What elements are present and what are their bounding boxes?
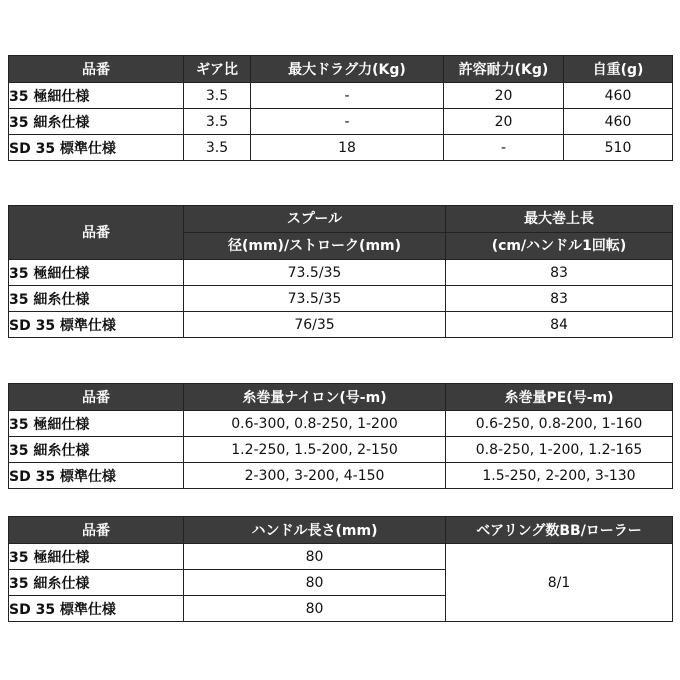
model-name: 35 極細仕様 — [9, 83, 184, 109]
nylon-capacity: 0.6-300, 0.8-250, 1-200 — [184, 411, 446, 437]
weight: 460 — [564, 83, 673, 109]
max-drag: - — [251, 109, 444, 135]
model-name: 35 極細仕様 — [9, 544, 184, 570]
load-capacity: 20 — [444, 83, 564, 109]
gear-ratio: 3.5 — [184, 109, 251, 135]
spec-table-handle — [8, 516, 673, 622]
load-capacity: 20 — [444, 109, 564, 135]
max-drag: 18 — [251, 135, 444, 161]
nylon-capacity: 1.2-250, 1.5-200, 2-150 — [184, 437, 446, 463]
max-retrieve: 84 — [446, 312, 673, 338]
max-retrieve: 83 — [446, 260, 673, 286]
table-header-row — [9, 56, 673, 83]
weight: 510 — [564, 135, 673, 161]
header-max-retrieve-units: (cm/ハンドル1回転) — [446, 233, 673, 260]
header-spool-units: 径(mm)/ストローク(mm) — [184, 233, 446, 260]
handle-length: 80 — [184, 570, 446, 596]
table-row — [9, 260, 673, 286]
spool-size: 73.5/35 — [184, 286, 446, 312]
model-name: 35 極細仕様 — [9, 411, 184, 437]
header-handle-length: ハンドル長さ(mm) — [184, 517, 446, 544]
table-row — [9, 286, 673, 312]
spec-table-line-capacity — [8, 383, 673, 489]
spool-size: 76/35 — [184, 312, 446, 338]
weight: 460 — [564, 109, 673, 135]
max-retrieve: 83 — [446, 286, 673, 312]
table-header-row — [9, 517, 673, 544]
model-name: 35 細糸仕様 — [9, 286, 184, 312]
model-name: 35 細糸仕様 — [9, 437, 184, 463]
model-name: 35 細糸仕様 — [9, 570, 184, 596]
table-row — [9, 135, 673, 161]
model-name: SD 35 標準仕様 — [9, 135, 184, 161]
header-model: 品番 — [9, 517, 184, 544]
model-name: SD 35 標準仕様 — [9, 463, 184, 489]
spool-size: 73.5/35 — [184, 260, 446, 286]
header-spool: スプール — [184, 206, 446, 233]
header-bearings: ベアリング数BB/ローラー — [446, 517, 673, 544]
header-load-capacity: 許容耐力(Kg) — [444, 56, 564, 83]
pe-capacity: 0.8-250, 1-200, 1.2-165 — [446, 437, 673, 463]
table-header-row — [9, 384, 673, 411]
handle-length: 80 — [184, 596, 446, 622]
model-name: SD 35 標準仕様 — [9, 596, 184, 622]
gear-ratio: 3.5 — [184, 83, 251, 109]
header-max-retrieve: 最大巻上長 — [446, 206, 673, 233]
header-nylon-capacity: 糸巻量ナイロン(号-m) — [184, 384, 446, 411]
table-row — [9, 411, 673, 437]
spec-table-spool — [8, 205, 673, 338]
handle-length: 80 — [184, 544, 446, 570]
model-name: SD 35 標準仕様 — [9, 312, 184, 338]
load-capacity: - — [444, 135, 564, 161]
bearing-count: 8/1 — [446, 544, 673, 622]
table-row — [9, 109, 673, 135]
pe-capacity: 1.5-250, 2-200, 3-130 — [446, 463, 673, 489]
header-weight: 自重(g) — [564, 56, 673, 83]
pe-capacity: 0.6-250, 0.8-200, 1-160 — [446, 411, 673, 437]
header-model: 品番 — [9, 56, 184, 83]
table-row — [9, 437, 673, 463]
model-name: 35 極細仕様 — [9, 260, 184, 286]
model-name: 35 細糸仕様 — [9, 109, 184, 135]
header-pe-capacity: 糸巻量PE(号-m) — [446, 384, 673, 411]
gear-ratio: 3.5 — [184, 135, 251, 161]
nylon-capacity: 2-300, 3-200, 4-150 — [184, 463, 446, 489]
table-row — [9, 463, 673, 489]
header-model: 品番 — [9, 384, 184, 411]
table-row — [9, 312, 673, 338]
header-gear-ratio: ギア比 — [184, 56, 251, 83]
spec-table-gear — [8, 55, 673, 161]
header-model: 品番 — [9, 206, 184, 260]
table-header-row — [9, 206, 673, 233]
table-row — [9, 83, 673, 109]
header-max-drag: 最大ドラグ力(Kg) — [251, 56, 444, 83]
max-drag: - — [251, 83, 444, 109]
table-row — [9, 544, 673, 570]
